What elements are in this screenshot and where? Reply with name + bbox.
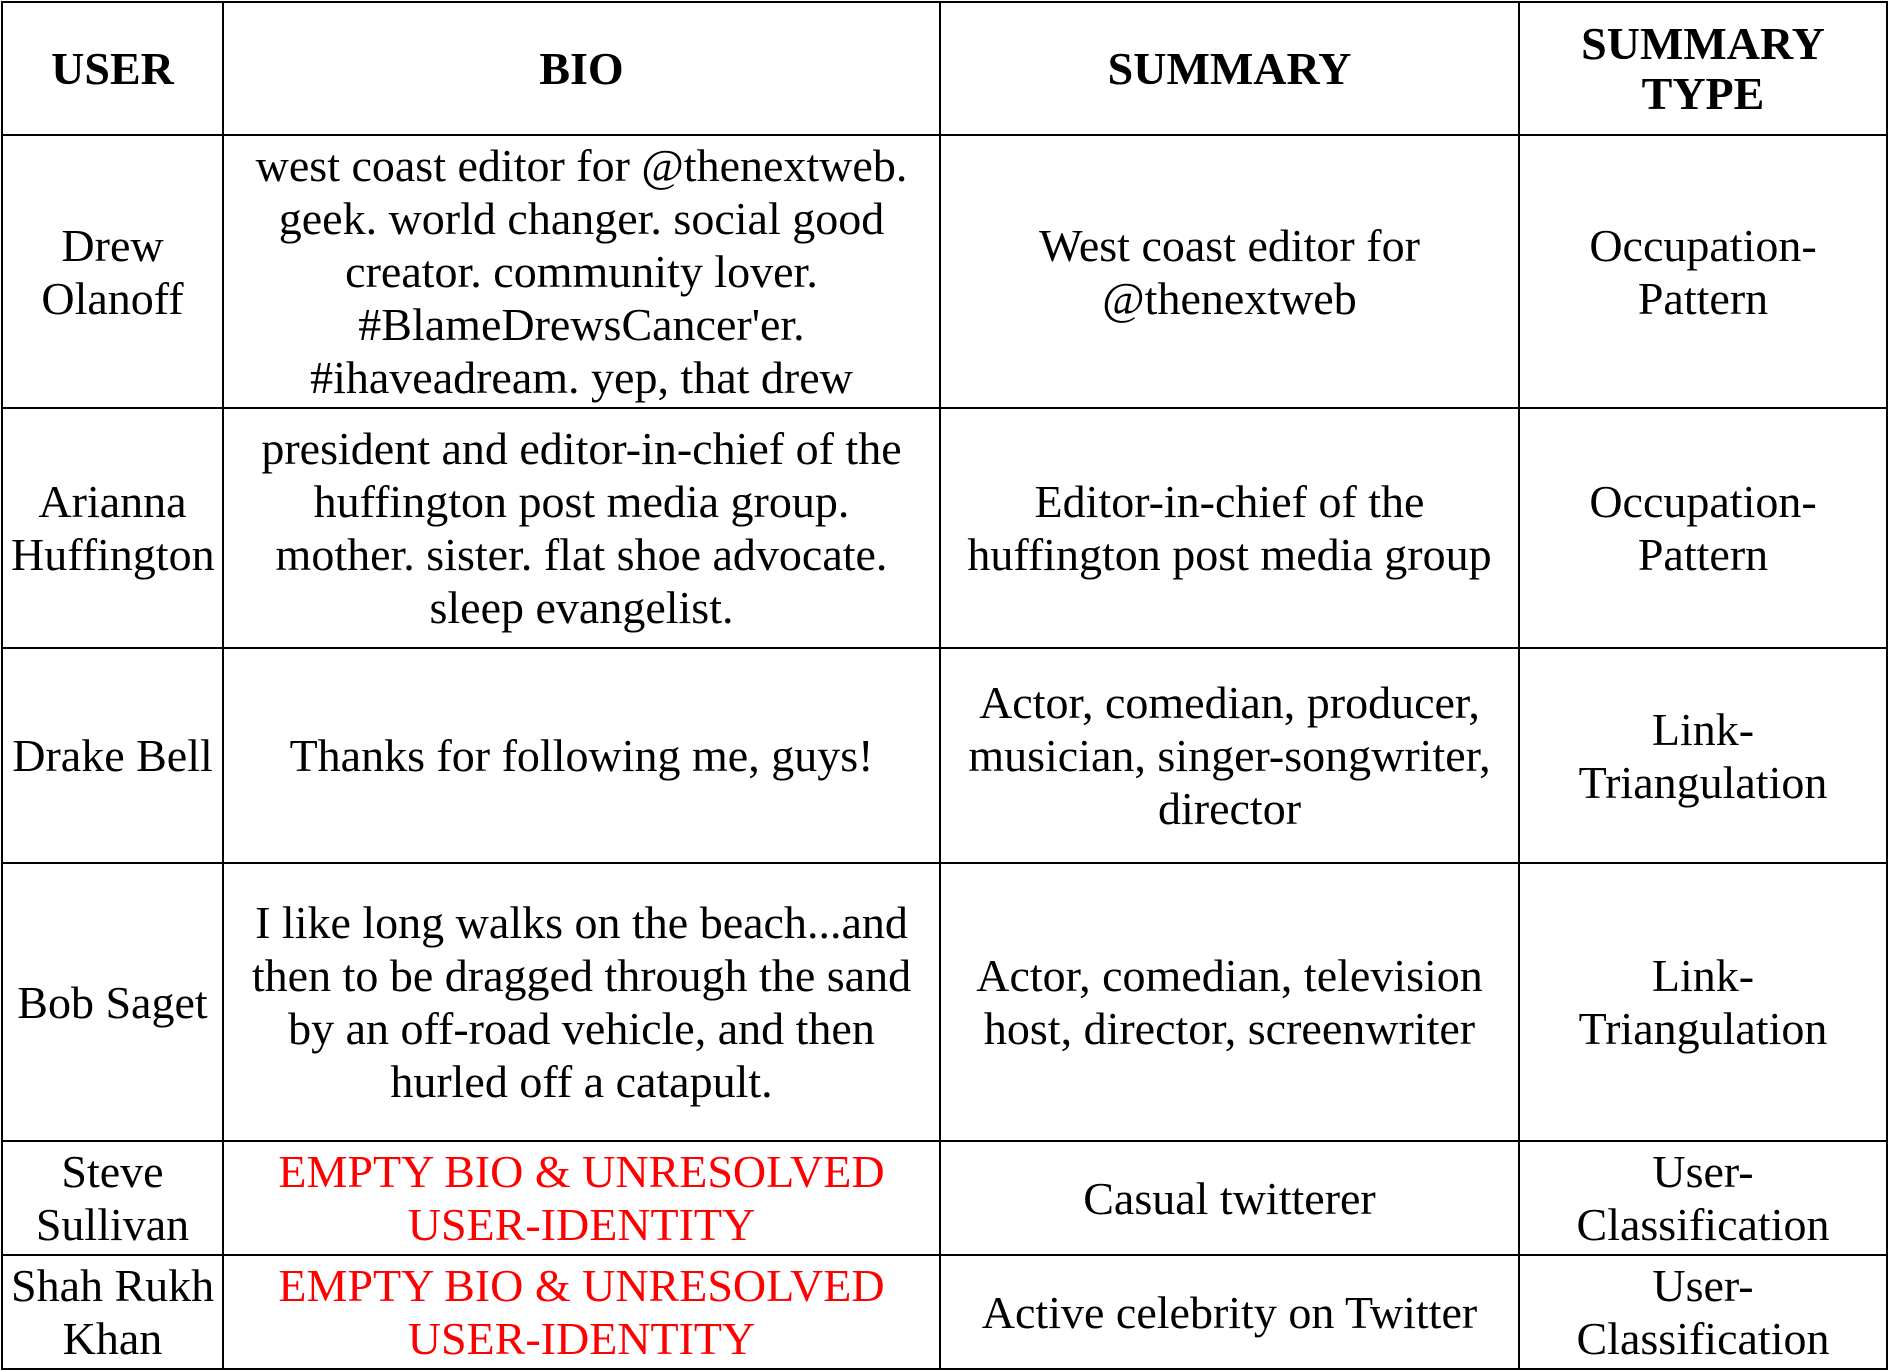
table-row bbox=[2, 863, 1887, 1141]
summary-type-cell: Link- Triangulation bbox=[1519, 863, 1887, 1141]
summary-cell: Casual twitterer bbox=[940, 1141, 1519, 1255]
bio-cell: west coast editor for @thenextweb. geek. world changer. social good creator. community lover. #BlameDrewsCancer'er. #ihaveadream. yep, that drew bbox=[223, 135, 940, 408]
summary-type-cell: Occupation- Pattern bbox=[1519, 135, 1887, 408]
summary-cell: West coast editor for @thenextweb bbox=[940, 135, 1519, 408]
header-row bbox=[2, 2, 1887, 135]
table-row bbox=[2, 408, 1887, 648]
summary-type-cell: Occupation- Pattern bbox=[1519, 408, 1887, 648]
table-row bbox=[2, 1141, 1887, 1255]
bio-cell: Thanks for following me, guys! bbox=[223, 648, 940, 863]
table-row bbox=[2, 135, 1887, 408]
bio-cell-empty: EMPTY BIO & UNRESOLVED USER-IDENTITY bbox=[223, 1255, 940, 1369]
user-cell: Steve Sullivan bbox=[2, 1141, 223, 1255]
table-row bbox=[2, 648, 1887, 863]
user-cell: Shah Rukh Khan bbox=[2, 1255, 223, 1369]
summary-cell: Actor, comedian, producer, musician, singer-songwriter, director bbox=[940, 648, 1519, 863]
user-cell: Drake Bell bbox=[2, 648, 223, 863]
user-summary-table bbox=[1, 1, 1888, 1370]
bio-cell-empty: EMPTY BIO & UNRESOLVED USER-IDENTITY bbox=[223, 1141, 940, 1255]
summary-type-cell: User- Classification bbox=[1519, 1255, 1887, 1369]
summary-cell: Active celebrity on Twitter bbox=[940, 1255, 1519, 1369]
header-summary-type: SUMMARY TYPE bbox=[1519, 2, 1887, 135]
summary-type-cell: Link- Triangulation bbox=[1519, 648, 1887, 863]
table-row bbox=[2, 1255, 1887, 1369]
user-cell: Bob Saget bbox=[2, 863, 223, 1141]
summary-cell: Editor-in-chief of the huffington post media group bbox=[940, 408, 1519, 648]
header-user: USER bbox=[2, 2, 223, 135]
header-bio: BIO bbox=[223, 2, 940, 135]
header-summary: SUMMARY bbox=[940, 2, 1519, 135]
summary-type-cell: User- Classification bbox=[1519, 1141, 1887, 1255]
bio-cell: president and editor-in-chief of the huffington post media group. mother. sister. flat shoe advocate. sleep evangelist. bbox=[223, 408, 940, 648]
bio-cell: I like long walks on the beach...and then to be dragged through the sand by an off-road vehicle, and then hurled off a catapult. bbox=[223, 863, 940, 1141]
user-cell: Drew Olanoff bbox=[2, 135, 223, 408]
user-cell: Arianna Huffington bbox=[2, 408, 223, 648]
summary-cell: Actor, comedian, television host, director, screenwriter bbox=[940, 863, 1519, 1141]
